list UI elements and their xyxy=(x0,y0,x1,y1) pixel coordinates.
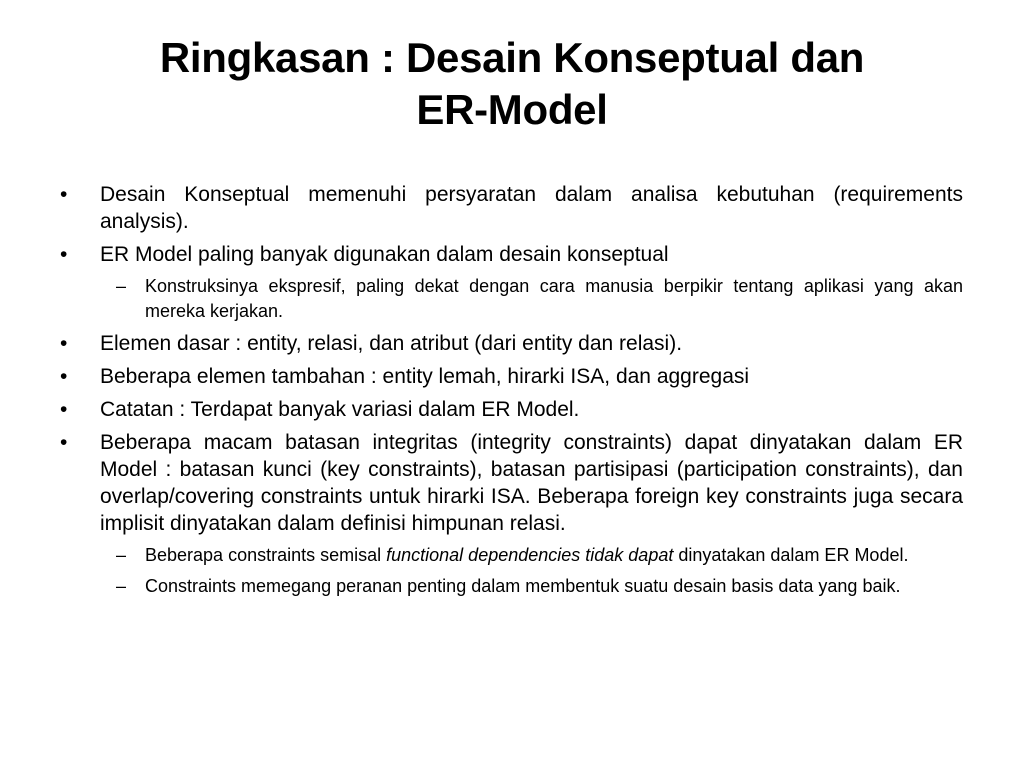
bullet-text: ER Model paling banyak digunakan dalam desain konseptual xyxy=(100,243,669,266)
bullet-marker: • xyxy=(60,183,68,206)
slide-title xyxy=(60,32,964,136)
dash-marker: – xyxy=(116,576,127,596)
bullet-item xyxy=(60,181,963,235)
bullet-text: Catatan : Terdapat banyak variasi dalam ER Model. xyxy=(100,398,580,421)
sub-bullet-text: Konstruksinya ekspresif, paling dekat dengan cara manusia berpikir tentang aplikasi yang akan mereka kerjakan. xyxy=(145,276,963,321)
dash-marker: – xyxy=(116,545,127,565)
sub-bullet-item xyxy=(60,574,963,599)
slide-title-line-2: ER-Model xyxy=(416,86,608,133)
sub-bullet-item xyxy=(60,274,963,324)
sub-bullet-item xyxy=(60,543,963,568)
bullet-marker: • xyxy=(60,332,68,355)
bullet-text: Beberapa macam batasan integritas (integrity constraints) dapat dinyatakan dalam ER Model : batasan kunci (key constraints), batasan partisipasi (participation constraints), dan overlap/covering constraints untuk hirarki ISA. Beberapa foreign key constraints juga secara implisit dinyatakan dalam definisi himpunan relasi. xyxy=(100,431,963,535)
bullet-list xyxy=(60,181,963,605)
slide-title-line-1: Ringkasan : Desain Konseptual dan xyxy=(159,34,865,81)
sub-bullet-text-before: Beberapa constraints semisal xyxy=(145,545,387,565)
bullet-marker: • xyxy=(60,431,68,454)
sub-bullet-text: Constraints memegang peranan penting dalam membentuk suatu desain basis data yang baik. xyxy=(145,576,901,596)
bullet-item xyxy=(60,396,963,423)
sub-bullet-text-italic: functional dependencies tidak dapat xyxy=(386,545,674,565)
sub-bullet-text-after: dinyatakan dalam ER Model. xyxy=(673,545,909,565)
bullet-marker: • xyxy=(60,365,68,388)
bullet-item xyxy=(60,363,963,390)
bullet-text: Beberapa elemen tambahan : entity lemah, hirarki ISA, dan aggregasi xyxy=(100,365,750,388)
bullet-text: Desain Konseptual memenuhi persyaratan dalam analisa kebutuhan (requirements analysis). xyxy=(100,183,963,233)
sub-bullet-text xyxy=(145,543,963,568)
bullet-marker: • xyxy=(60,398,68,421)
dash-marker: – xyxy=(116,276,127,296)
bullet-item xyxy=(60,330,963,357)
bullet-item xyxy=(60,241,963,268)
bullet-marker: • xyxy=(60,243,68,266)
bullet-item xyxy=(60,429,963,537)
bullet-text: Elemen dasar : entity, relasi, dan atribut (dari entity dan relasi). xyxy=(100,332,683,355)
